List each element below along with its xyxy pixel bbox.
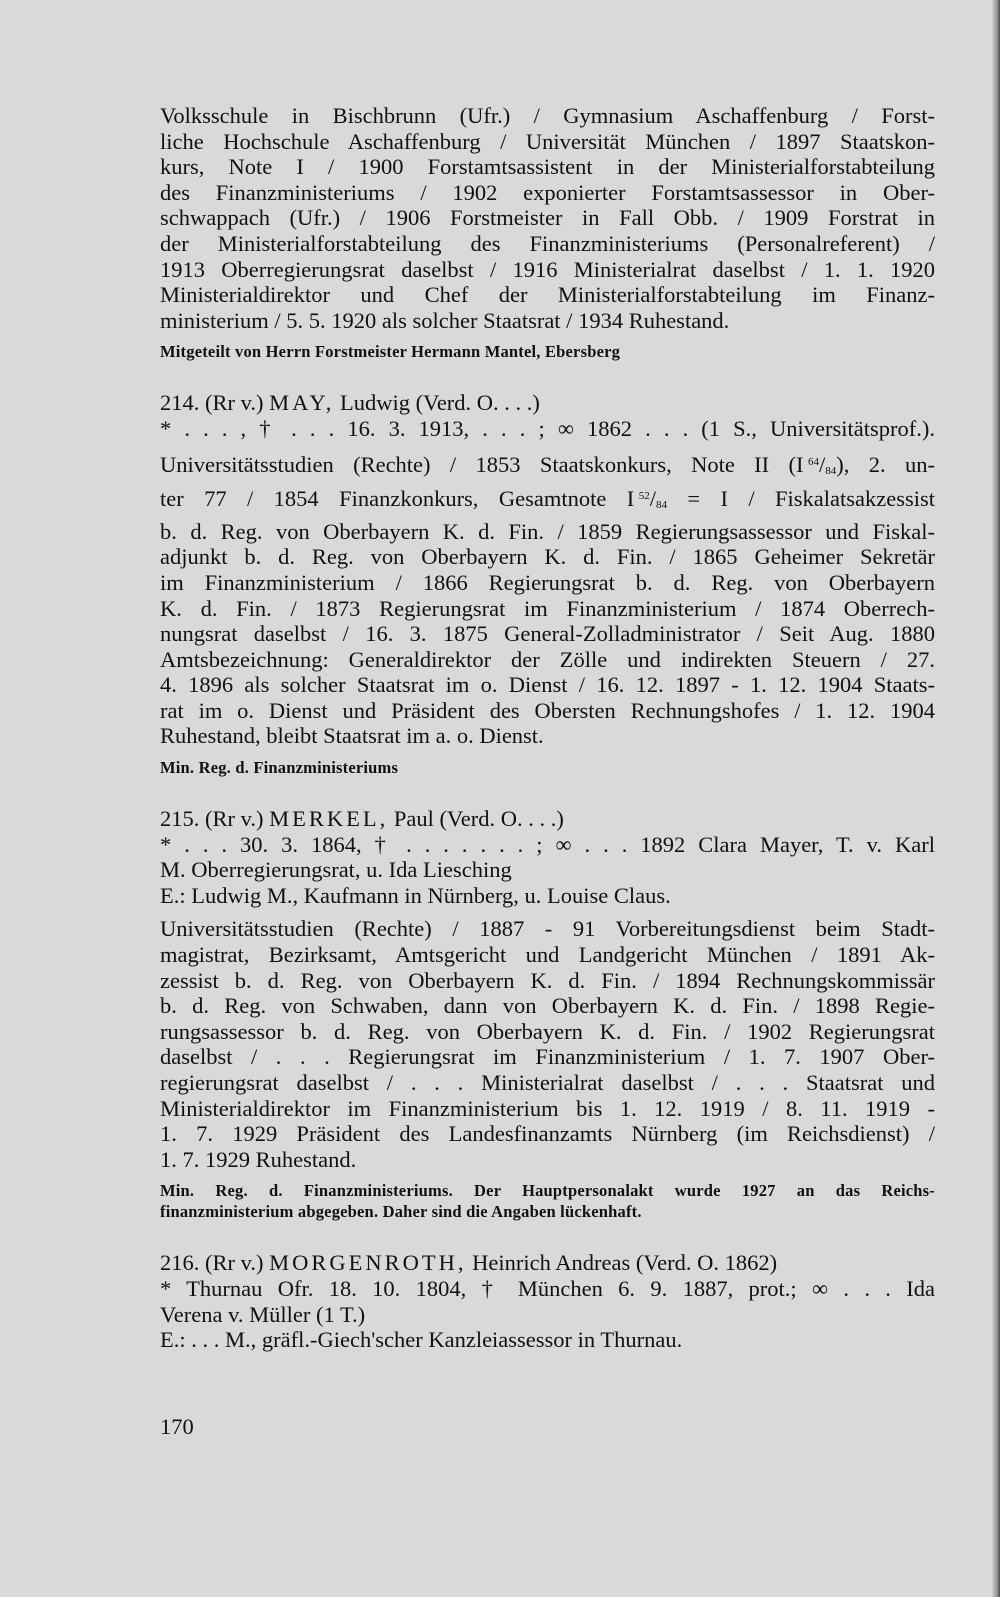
entry-215-source <box>160 1180 935 1222</box>
text-line: rat im o. Dienst und Präsident des Obersten Rechnungshofes / 1. 12. 1904 <box>160 697 935 723</box>
text-line: zessist b. d. Reg. von Oberbayern K. d. Fin. / 1894 Rechnungskommissär <box>160 967 935 993</box>
source-line: Min. Reg. d. Finanzministeriums <box>160 758 399 778</box>
entry-given-name: Paul (Verd. O. . . .) <box>388 806 564 832</box>
text-line: 1913 Oberregierungsrat daselbst / 1916 Ministerialrat daselbst / 1. 1. 1920 <box>160 256 935 282</box>
entry-number: 216. (Rr v.) <box>160 1250 270 1276</box>
page-edge <box>992 0 1000 1597</box>
entry-given-name: Heinrich Andreas (Verd. O. 1862) <box>466 1250 778 1276</box>
entry-214-source <box>160 757 935 778</box>
entry-heading <box>160 806 935 832</box>
text-line: * . . . 30. 3. 1864, † . . . . . . . ; ∞ . . . 1892 Clara Mayer, T. v. Karl <box>160 831 935 857</box>
source-line: Mitgeteilt von Herrn Forstmeister Hermann Mantel, Ebersberg <box>160 342 621 362</box>
text-line: der Ministerialforstabteilung des Finanzministeriums (Personalreferent) / <box>160 230 935 256</box>
text-line: M. Oberregierungsrat, u. Ida Liesching <box>160 857 512 883</box>
text-line: nungsrat daselbst / 16. 3. 1875 General-Zolladministrator / Seit Aug. 1880 <box>160 621 935 647</box>
text-line: Universitätsstudien (Rechte) / 1853 Staatskonkurs, Note II (I $^{64}/_{84}$), 2. un- <box>160 451 935 477</box>
text-segment: ), 2. un- <box>836 451 935 477</box>
text-line: im Finanzministerium / 1866 Regierungsrat b. d. Reg. von Oberbayern <box>160 569 935 595</box>
text-line: 1. 7. 1929 Ruhestand. <box>160 1146 357 1172</box>
text-line: * Thurnau Ofr. 18. 10. 1804, † München 6. 9. 1887, prot.; ∞ . . . Ida <box>160 1275 935 1301</box>
fraction-numerator: 52 <box>638 490 650 503</box>
text-line: adjunkt b. d. Reg. von Oberbayern K. d. Fin. / 1865 Geheimer Sekretär <box>160 544 935 570</box>
entry-surname: MAY, <box>269 390 335 416</box>
text-line: 1. 7. 1929 Präsident des Landesfinanzamts Nürnberg (im Reichsdienst) / <box>160 1121 935 1147</box>
fraction-denominator: 84 <box>655 499 667 512</box>
text-line: b. d. Reg. von Schwaben, dann von Oberbayern K. d. Fin. / 1898 Regie- <box>160 993 935 1019</box>
document-body <box>160 103 935 1353</box>
text-segment: Universitätsstudien (Rechte) / 1853 Staatskonkurs, Note II (I <box>160 451 804 477</box>
entry-surname: MORGENROTH, <box>269 1250 467 1276</box>
entry-birth-line: * . . . , † . . . 16. 3. 1913, . . . ; ∞ 1862 . . . (1 S., Universitätsprof.). <box>160 415 935 441</box>
text-line: rungsassessor b. d. Reg. von Oberbayern K. d. Fin. / 1902 Regierungsrat <box>160 1018 935 1044</box>
text-line: des Finanzministeriums / 1902 exponierter Forstamtsassessor in Ober- <box>160 179 935 205</box>
text-line: schwappach (Ufr.) / 1906 Forstmeister in Fall Obb. / 1909 Forstrat in <box>160 205 935 231</box>
text-line: Volksschule in Bischbrunn (Ufr.) / Gymnasium Aschaffenburg / Forst- <box>160 103 935 128</box>
text-segment: ter 77 / 1854 Finanzkonkurs, Gesamtnote I <box>160 486 635 512</box>
source-line: finanzministerium abgegeben. Daher sind die Angaben lückenhaft. <box>160 1202 642 1222</box>
entry-213-source <box>160 341 935 362</box>
entry-214-career <box>160 450 935 750</box>
entry-213-career <box>160 103 935 333</box>
entry-215-career <box>160 916 935 1172</box>
entry-number: 214. (Rr v.) <box>160 390 270 416</box>
text-line: ter 77 / 1854 Finanzkonkurs, Gesamtnote I $^{52}/_{84} = I$ / Fiskalatsakzessist <box>160 486 935 512</box>
entry-surname: MERKEL, <box>269 806 389 832</box>
text-line: Ministerialdirektor im Finanzministerium bis 1. 12. 1919 / 8. 11. 1919 - <box>160 1095 935 1121</box>
text-line: b. d. Reg. von Oberbayern K. d. Fin. / 1859 Regierungsassessor und Fiskal- <box>160 518 935 544</box>
text-line: regierungsrat daselbst / . . . Ministerialrat daselbst / . . . Staatsrat und <box>160 1070 935 1095</box>
text-line: Universitätsstudien (Rechte) / 1887 - 91 Vorbereitungsdienst beim Stadt- <box>160 916 935 942</box>
source-line: Min. Reg. d. Finanzministeriums. Der Hauptpersonalakt wurde 1927 an das Reichs- <box>160 1181 935 1201</box>
text-line: ministerium / 5. 5. 1920 als solcher Staatsrat / 1934 Ruhestand. <box>160 307 730 333</box>
text-line: E.: . . . M., gräfl.-Giech'scher Kanzleiassessor in Thurnau. <box>160 1327 683 1353</box>
fraction-numerator: 64 <box>808 455 820 468</box>
text-line: K. d. Fin. / 1873 Regierungsrat im Finanzministerium / 1874 Oberrech- <box>160 595 935 621</box>
text-line: daselbst / . . . Regierungsrat im Finanzministerium / 1. 7. 1907 Ober- <box>160 1044 935 1070</box>
page-number: 170 <box>160 1414 194 1439</box>
text-line: magistrat, Bezirksamt, Amtsgericht und Landgericht München / 1891 Ak- <box>160 942 935 968</box>
entry-215-header <box>160 806 935 908</box>
text-line: E.: Ludwig M., Kaufmann in Nürnberg, u. Louise Claus. <box>160 882 671 908</box>
text-line: Verena v. Müller (1 T.) <box>160 1301 366 1327</box>
entry-heading <box>160 1250 935 1276</box>
entry-heading <box>160 390 935 416</box>
text-line: 4. 1896 als solcher Staatsrat im o. Dienst / 16. 12. 1897 - 1. 12. 1904 Staats- <box>160 672 935 698</box>
entry-214-header <box>160 390 935 441</box>
text-line: Amtsbezeichnung: Generaldirektor der Zölle und indirekten Steuern / 27. <box>160 646 935 672</box>
fraction-denominator: 84 <box>825 464 837 477</box>
entry-number: 215. (Rr v.) <box>160 806 270 832</box>
text-segment: = I / Fiskalatsakzessist <box>666 486 935 512</box>
entry-216-header <box>160 1250 935 1352</box>
text-line: liche Hochschule Aschaffenburg / Universität München / 1897 Staatskon- <box>160 128 935 154</box>
entry-given-name: Ludwig (Verd. O. . . .) <box>334 390 540 416</box>
text-line: Ruhestand, bleibt Staatsrat im a. o. Dienst. <box>160 723 544 749</box>
text-line: Ministerialdirektor und Chef der Ministerialforstabteilung im Finanz- <box>160 282 935 308</box>
text-line: kurs, Note I / 1900 Forstamtsassistent in der Ministerialforstabteilung <box>160 154 935 180</box>
